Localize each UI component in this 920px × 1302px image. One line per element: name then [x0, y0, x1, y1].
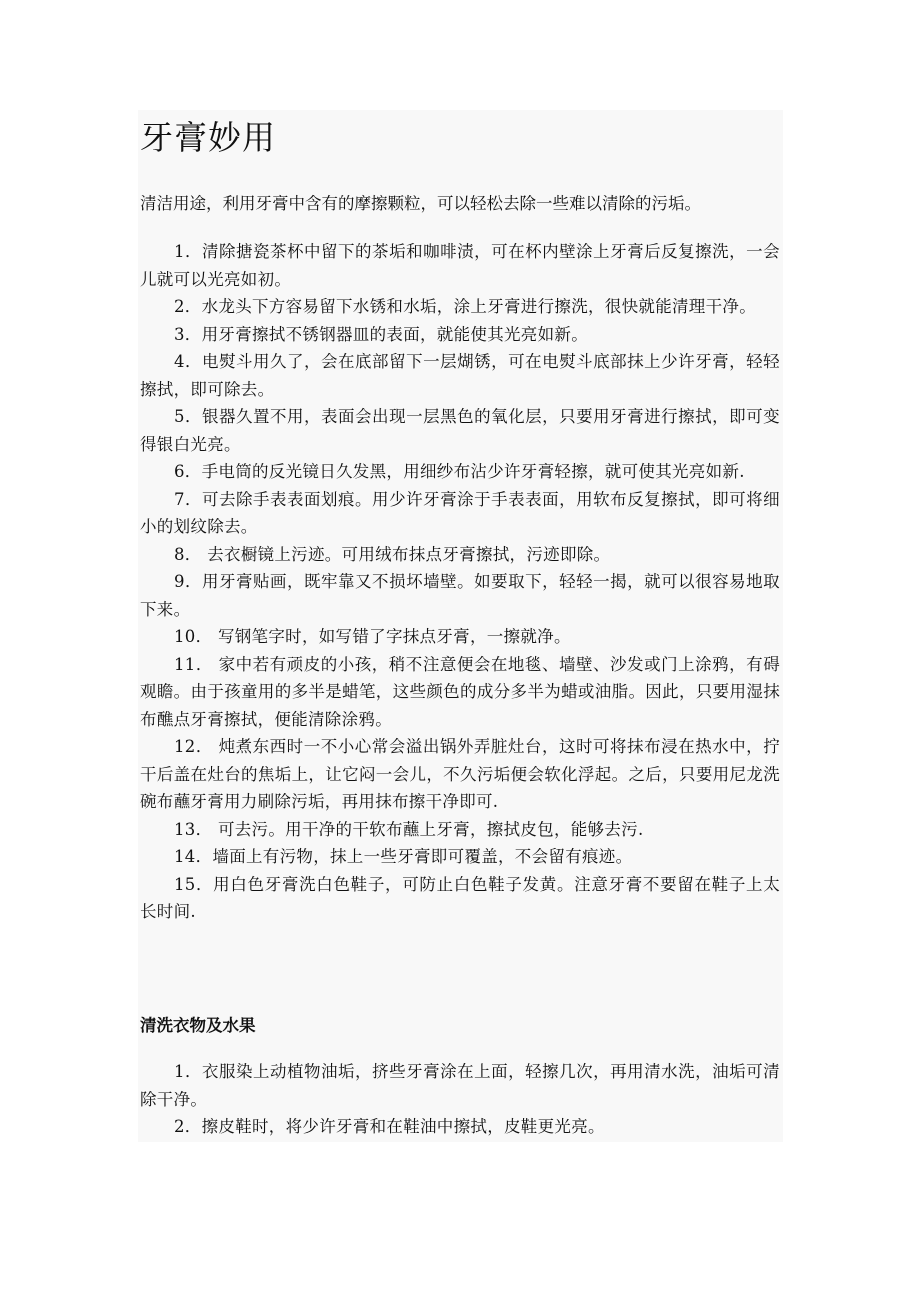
- list-item: 9．用牙膏贴画，既牢靠又不损坏墙壁。如要取下，轻轻一揭，就可以很容易地取下来。: [140, 572, 780, 619]
- clothes-tips-list: [140, 1058, 780, 1141]
- intro-paragraph: 清洁用途，利用牙膏中含有的摩擦颗粒，可以轻松去除一些难以清除的污垢。: [140, 194, 701, 213]
- document-page: [138, 110, 783, 1142]
- section-heading-clothes-fruit: 清洗衣物及水果: [140, 1016, 256, 1035]
- list-item: 12． 炖煮东西时一不小心常会溢出锅外弄脏灶台，这时可将抹布浸在热水中，拧干后盖在灶台的焦垢上，让它闷一会儿，不久污垢便会软化浮起。之后，只要用尼龙洗碗布蘸牙膏用力刷除污垢，再用抹布擦干净即可.: [140, 737, 780, 811]
- list-item: 1．清除搪瓷茶杯中留下的茶垢和咖啡渍，可在杯内壁涂上牙膏后反复擦洗，一会儿就可以光亮如初。: [140, 242, 780, 289]
- list-item: 13． 可去污。用干净的干软布蘸上牙膏，擦拭皮包，能够去污.: [174, 819, 644, 839]
- list-item: 8． 去衣橱镜上污迹。可用绒布抹点牙膏擦拭，污迹即除。: [174, 544, 611, 564]
- list-item: 6．手电筒的反光镜日久发黑，用细纱布沾少许牙膏轻擦，就可使其光亮如新.: [174, 462, 745, 481]
- list-item: 3．用牙膏擦拭不锈钢器皿的表面，就能使其光亮如新。: [174, 324, 588, 344]
- list-item: 15．用白色牙膏洗白色鞋子，可防止白色鞋子发黄。注意牙膏不要留在鞋子上太长时间.: [140, 874, 780, 921]
- list-item: 11． 家中若有顽皮的小孩，稍不注意便会在地毯、墙壁、沙发或门上涂鸦，有碍观瞻。由于孩童用的多半是蜡笔，这些颜色的成分多半为蜡或油脂。因此，只要用湿抹布醮点牙膏擦拭，便能清除涂鸦。: [140, 654, 780, 729]
- tips-list: [140, 238, 780, 926]
- list-item: 4．电熨斗用久了，会在底部留下一层煳锈，可在电熨斗底部抹上少许牙膏，轻轻擦拭，即可除去。: [140, 352, 780, 399]
- list-item: 14．墙面上有污物，抹上一些牙膏即可覆盖，不会留有痕迹。: [174, 847, 633, 866]
- list-item: 10． 写钢笔字时，如写错了字抹点牙膏，一擦就净。: [174, 627, 571, 646]
- list-item: 2．水龙头下方容易留下水锈和水垢，涂上牙膏进行擦洗，很快就能清理干净。: [174, 297, 756, 316]
- list-item: 7．可去除手表表面划痕。用少许牙膏涂于手表表面，用软布反复擦拭，即可将细小的划纹除去。: [140, 489, 780, 536]
- list-item: 1．衣服染上动植物油垢，挤些牙膏涂在上面，轻擦几次，再用清水洗，油垢可清除干净。: [140, 1062, 780, 1109]
- list-item: 5．银器久置不用，表面会出现一层黑色的氧化层，只要用牙膏进行擦拭，即可变得银白光亮。: [140, 407, 780, 454]
- list-item: 2．擦皮鞋时，将少许牙膏和在鞋油中擦拭，皮鞋更光亮。: [174, 1117, 605, 1136]
- page-title: 牙膏妙用: [140, 118, 276, 157]
